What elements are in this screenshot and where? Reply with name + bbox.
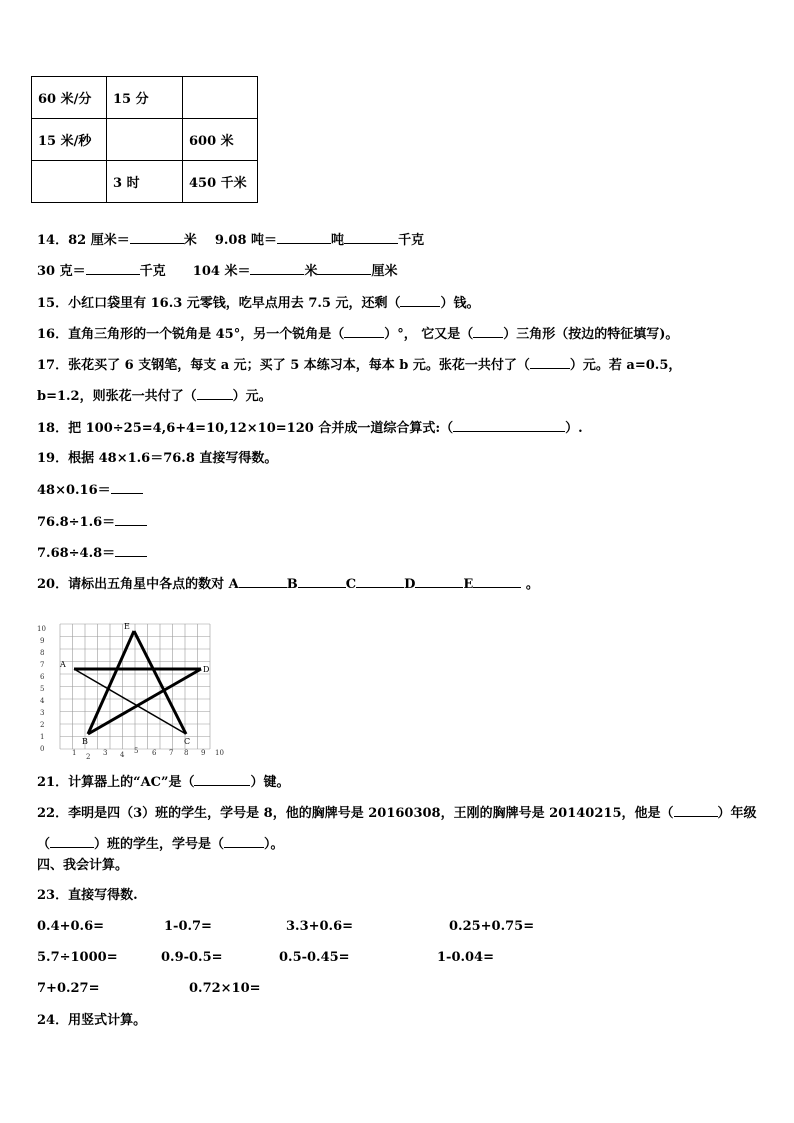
y-tick-label: 4 <box>40 697 45 705</box>
answer-blank[interactable] <box>130 231 184 244</box>
question-text: 请标出五角星中各点的数对 A <box>68 577 239 592</box>
question-number: 15． <box>37 296 69 311</box>
table-cell <box>32 161 107 203</box>
table-cell: 600 米 <box>183 119 258 161</box>
question-number: 17． <box>37 358 69 373</box>
question-text: ）钱。 <box>440 296 480 311</box>
answer-blank[interactable] <box>674 804 718 817</box>
table-row <box>32 161 258 203</box>
star-grid-figure <box>36 612 236 762</box>
question-number: 21． <box>37 775 69 790</box>
question-text: 104 米＝ <box>192 264 251 279</box>
answer-blank[interactable] <box>298 575 346 588</box>
question-text: 48×0.16＝ <box>37 483 111 498</box>
answer-blank[interactable] <box>400 294 440 307</box>
question-number: 14． <box>37 233 69 248</box>
question-text: 。 <box>525 577 539 592</box>
question-17-line2 <box>37 387 272 406</box>
question-15 <box>37 294 480 313</box>
x-tick-label: 3 <box>103 749 108 757</box>
answer-blank[interactable] <box>250 262 304 275</box>
calc-item <box>37 481 143 500</box>
calc-item <box>37 513 147 532</box>
answer-blank[interactable] <box>197 387 233 400</box>
question-text: ）元。 <box>232 389 272 404</box>
point-label: E <box>463 577 474 592</box>
y-tick-label: 0 <box>40 745 45 753</box>
question-17 <box>37 356 681 375</box>
table-row <box>32 119 258 161</box>
unit-text: 米 <box>183 233 197 248</box>
point-e-label: E <box>124 622 130 631</box>
question-18 <box>37 419 583 438</box>
x-tick-label: 4 <box>120 751 125 759</box>
unit-text: 吨 <box>331 233 345 248</box>
answer-blank[interactable] <box>115 544 147 557</box>
calc-item: 0.5-0.45= <box>279 950 350 965</box>
question-14-line2 <box>37 262 398 281</box>
question-text: ）键。 <box>250 775 290 790</box>
question-text: ）°， 它又是（ <box>384 327 474 342</box>
question-text: 76.8÷1.6＝ <box>37 515 116 530</box>
question-number: 16． <box>37 327 69 342</box>
point-d-label: D <box>203 665 210 674</box>
question-text: （ <box>37 837 51 852</box>
question-text: ）. <box>565 421 583 436</box>
x-tick-label: 10 <box>215 749 224 757</box>
question-text: 82 厘米＝ <box>68 233 130 248</box>
question-number: 22． <box>37 806 69 821</box>
table-cell: 3 时 <box>107 161 183 203</box>
y-tick-label: 8 <box>40 649 45 657</box>
answer-blank[interactable] <box>473 575 521 588</box>
question-text: 7.68÷4.8＝ <box>37 546 116 561</box>
answer-blank[interactable] <box>453 419 565 432</box>
answer-blank[interactable] <box>344 325 384 338</box>
x-tick-label: 7 <box>169 749 174 757</box>
table-row <box>32 77 258 119</box>
answer-blank[interactable] <box>356 575 404 588</box>
question-text: b=1.2，则张花一共付了（ <box>37 389 197 404</box>
table-cell: 60 米/分 <box>32 77 107 119</box>
question-text: ）年级 <box>717 806 757 821</box>
question-text: 李明是四（3）班的学生，学号是 8，他的胸牌号是 20160308，王刚的胸牌号是 20140215，他是（ <box>68 806 674 821</box>
answer-blank[interactable] <box>224 835 264 848</box>
y-tick-label: 10 <box>37 625 46 633</box>
question-text: 用竖式计算。 <box>68 1013 147 1028</box>
answer-blank[interactable] <box>194 773 250 786</box>
question-text: 张花买了 6 支钢笔，每支 a 元；买了 5 本练习本，每本 b 元。张花一共付了（ <box>68 358 530 373</box>
question-20 <box>37 575 539 594</box>
question-number: 18． <box>37 421 69 436</box>
answer-blank[interactable] <box>115 513 147 526</box>
calc-item: 1-0.7= <box>164 919 212 934</box>
y-tick-label: 1 <box>40 733 45 741</box>
calc-item: 5.7÷1000= <box>37 950 118 965</box>
unit-text: 千克 <box>139 264 166 279</box>
question-text: 小红口袋里有 16.3 元零钱，吃早点用去 7.5 元，还剩（ <box>68 296 401 311</box>
star-edge-b-e <box>88 631 134 734</box>
calc-item: 0.72×10= <box>189 981 261 996</box>
point-label: B <box>286 577 298 592</box>
unit-text: 米 <box>304 264 318 279</box>
answer-blank[interactable] <box>239 575 287 588</box>
question-16 <box>37 325 678 344</box>
question-19 <box>37 450 277 468</box>
answer-blank[interactable] <box>50 835 94 848</box>
calc-item: 7+0.27= <box>37 981 100 996</box>
x-tick-label: 8 <box>184 749 189 757</box>
y-tick-label: 2 <box>40 721 45 729</box>
question-text: 直接写得数. <box>68 888 138 903</box>
question-number: 19． <box>37 451 69 466</box>
question-21 <box>37 773 290 792</box>
question-text: ）元。若 a=0.5， <box>569 358 682 373</box>
x-tick-label: 6 <box>152 749 157 757</box>
answer-blank[interactable] <box>415 575 463 588</box>
calc-item: 3.3+0.6= <box>286 919 354 934</box>
y-axis-labels <box>37 625 46 753</box>
point-b-label: B <box>82 737 88 746</box>
y-tick-label: 5 <box>40 685 45 693</box>
answer-blank[interactable] <box>317 262 371 275</box>
question-text: ）班的学生，学号是（ <box>94 837 225 852</box>
y-tick-label: 7 <box>40 661 45 669</box>
point-label: C <box>345 577 357 592</box>
question-22-line2 <box>37 835 284 854</box>
calc-item: 0.25+0.75= <box>449 919 535 934</box>
answer-blank[interactable] <box>530 356 570 369</box>
x-tick-label: 5 <box>134 747 139 755</box>
question-text: 9.08 吨＝ <box>214 233 278 248</box>
answer-blank[interactable] <box>344 231 398 244</box>
table-cell <box>183 77 258 119</box>
unit-text: 千克 <box>398 233 425 248</box>
question-number: 23． <box>37 888 69 903</box>
point-c-label: C <box>184 737 191 746</box>
question-text: 根据 48×1.6＝76.8 直接写得数。 <box>68 451 278 466</box>
y-tick-label: 6 <box>40 673 45 681</box>
x-tick-label: 1 <box>72 749 77 757</box>
unit-table <box>31 76 258 203</box>
question-text: ）。 <box>264 837 284 852</box>
table-cell: 450 千米 <box>183 161 258 203</box>
y-tick-label: 9 <box>40 637 45 645</box>
grid-lines <box>60 624 210 749</box>
question-text: 30 克＝ <box>37 264 86 279</box>
y-tick-label: 3 <box>40 709 45 717</box>
table-cell: 15 米/秒 <box>32 119 107 161</box>
answer-blank[interactable] <box>86 262 140 275</box>
calc-item: 0.9-0.5= <box>161 950 223 965</box>
question-23 <box>37 887 138 905</box>
question-text: 计算器上的“AC”是（ <box>68 775 195 790</box>
question-22 <box>37 804 757 823</box>
answer-blank[interactable] <box>277 231 331 244</box>
question-text: 直角三角形的一个锐角是 45°，另一个锐角是（ <box>68 327 345 342</box>
calc-item <box>37 544 147 563</box>
question-text: ）三角形（按边的特征填写)。 <box>503 327 679 342</box>
x-tick-label: 9 <box>201 749 206 757</box>
question-number: 20． <box>37 577 69 592</box>
x-tick-label: 2 <box>86 753 91 761</box>
answer-blank[interactable] <box>111 481 143 494</box>
calc-item: 0.4+0.6= <box>37 919 105 934</box>
unit-text: 厘米 <box>371 264 398 279</box>
question-number: 24． <box>37 1013 69 1028</box>
answer-blank[interactable] <box>473 325 503 338</box>
table-cell <box>107 119 183 161</box>
question-24 <box>37 1012 146 1030</box>
calc-item: 1-0.04= <box>437 950 494 965</box>
section-heading: 四、我会计算。 <box>37 858 129 873</box>
table-cell: 15 分 <box>107 77 183 119</box>
point-a-label: A <box>60 660 66 669</box>
point-label: D <box>404 577 416 592</box>
question-text: 把 100÷25=4,6+4=10,12×10=120 合并成一道综合算式:（ <box>68 421 454 436</box>
question-14 <box>37 231 424 250</box>
